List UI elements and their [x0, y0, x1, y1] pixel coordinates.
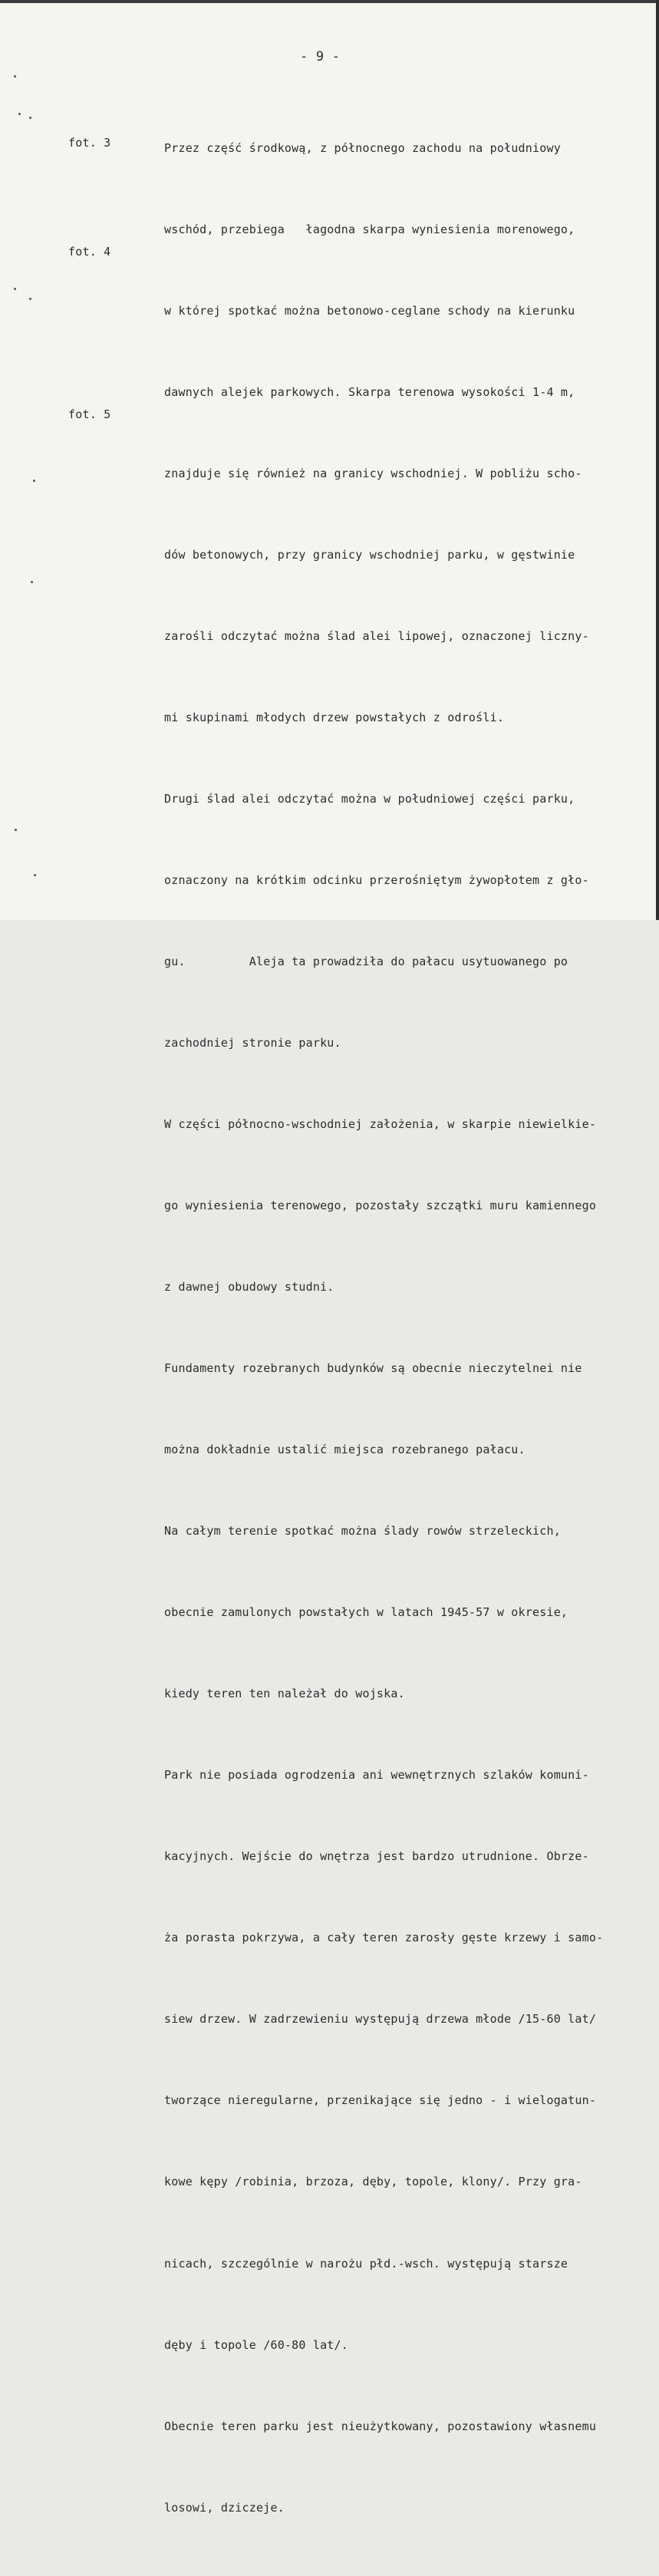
- text-line: ża porasta pokrzywa, a cały teren zarosły gęste krzewy i samo-: [164, 1931, 604, 1945]
- text-line: dawnych alejek parkowych. Skarpa terenowa wysokości 1-4 m,: [164, 384, 575, 399]
- photo-ref-margin: fot. 3: [68, 136, 111, 150]
- text-line: z dawnej obudowy studni.: [164, 1280, 334, 1295]
- text-line: zachodniej stronie parku.: [164, 1036, 341, 1051]
- text-line: Na całym terenie spotkać można ślady rowów strzeleckich,: [164, 1524, 561, 1539]
- text-line: Park nie posiada ogrodzenia ani wewnętrznych szlaków komuni-: [164, 1768, 589, 1783]
- text-line: kacyjnych. Wejście do wnętrza jest bardzo utrudnione. Obrze-: [164, 1849, 589, 1864]
- body-text: [164, 81, 655, 2576]
- text-line: losowi, dziczeje.: [164, 2500, 285, 2515]
- text-line: obecnie zamulonych powstałych w latach 1945-57 w okresie,: [164, 1605, 568, 1620]
- text-line: W części północno-wschodniej założenia, w skarpie niewielkie-: [164, 1117, 597, 1132]
- photo-ref-margin: fot. 5: [68, 407, 111, 421]
- text-line: znajduje się również na granicy wschodniej. W pobliżu scho-: [164, 466, 582, 480]
- text-line: Fundamenty rozebranych budynków są obecnie nieczytelnei nie: [164, 1361, 582, 1376]
- scan-dot: [14, 75, 16, 78]
- scan-dot: [29, 298, 31, 300]
- page-number: - 9 -: [300, 49, 341, 64]
- scan-dot: [14, 288, 16, 290]
- text-line: Przez część środkową, z północnego zachodu na południowy: [164, 140, 561, 155]
- text-line: wschód, przebiega łagodna skarpa wyniesienia morenowego,: [164, 222, 575, 236]
- scan-dot: [31, 581, 33, 583]
- text-line: gu. Aleja ta prowadziła do pałacu usytuowanego po: [164, 955, 568, 968]
- text-line: tworzące nieregularne, przenikające się jedno - i wielogatun-: [164, 2093, 597, 2108]
- text-line: siew drzew. W zadrzewieniu występują drzewa młode /15-60 lat/: [164, 2012, 597, 2027]
- text-line: mi skupinami młodych drzew powstałych z odrośli.: [164, 710, 505, 724]
- text-line: zarośli odczytać można ślad alei lipowej, oznaczonej liczny-: [164, 628, 589, 643]
- text-line: Drugi ślad alei odczytać można w południowej części parku,: [164, 791, 575, 806]
- scan-dot: [34, 874, 36, 876]
- scan-edge-top: [0, 0, 659, 3]
- text-line: kowe kępy /robinia, brzoza, dęby, topole, klony/. Przy gra-: [164, 2175, 582, 2189]
- photo-ref-margin: fot. 4: [68, 245, 111, 259]
- text-line: w której spotkać można betonowo-ceglane schody na kierunku: [164, 303, 575, 318]
- scan-dot: [33, 480, 35, 482]
- text-line: nicach, szczególnie w narożu płd.-wsch. występują starsze: [164, 2256, 568, 2271]
- scan-edge-right: [656, 0, 659, 920]
- text-line: kiedy teren ten należał do wojska.: [164, 1687, 405, 1701]
- text-line: można dokładnie ustalić miejsca rozebranego pałacu.: [164, 1443, 526, 1457]
- text-line: dęby i topole /60-80 lat/.: [164, 2337, 348, 2352]
- text-line: dów betonowych, przy granicy wschodniej parku, w gęstwinie: [164, 547, 575, 562]
- text-line: go wyniesienia terenowego, pozostały szczątki muru kamiennego: [164, 1199, 597, 1213]
- scan-dot: [29, 117, 31, 119]
- scan-dot: [18, 113, 21, 115]
- text-line: oznaczony na krótkim odcinku przerośniętym żywopłotem z gło-: [164, 872, 589, 887]
- text-line: Obecnie teren parku jest nieużytkowany, pozostawiony własnemu: [164, 2419, 597, 2433]
- scan-dot: [15, 829, 17, 831]
